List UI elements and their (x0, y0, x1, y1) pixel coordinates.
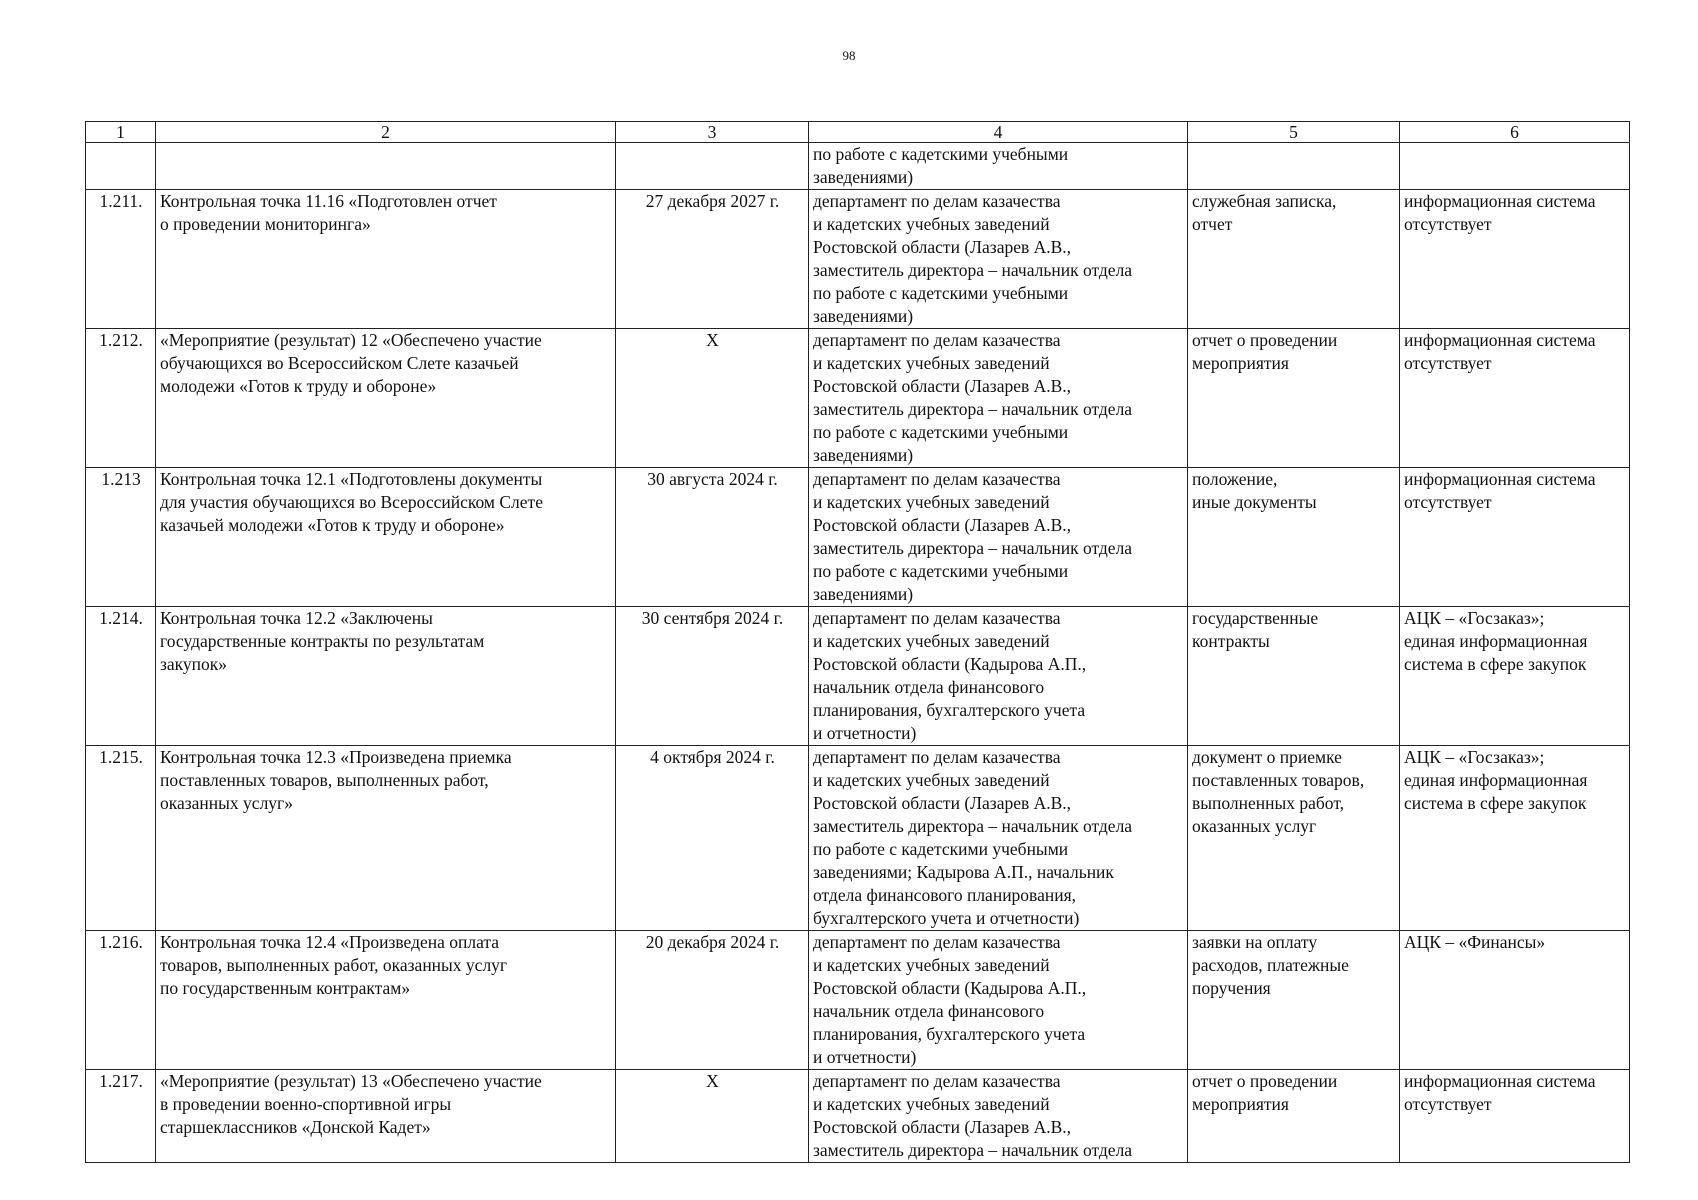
table-row (86, 190, 1630, 329)
event-name-cell (156, 1070, 616, 1163)
document-type-cell (1188, 329, 1400, 468)
cell-line: «Мероприятие (результат) 12 «Обеспечено участие (160, 330, 542, 350)
document-type-cell (1188, 468, 1400, 607)
table-row (86, 143, 1630, 190)
deadline-cell: 30 августа 2024 г. (616, 468, 809, 607)
cell-line: Ростовской области (Лазарев А.В., (813, 376, 1072, 396)
cell-line: система в сфере закупок (1404, 793, 1587, 813)
responsible-cell (809, 468, 1188, 607)
cell-line: положение, (1192, 469, 1278, 489)
row-number-cell: 1.214. (86, 607, 156, 746)
page-number: 98 (842, 48, 856, 63)
cell-line: департамент по делам казачества (813, 608, 1061, 628)
information-system-cell (1400, 468, 1630, 607)
table-row (86, 329, 1630, 468)
responsible-cell (809, 607, 1188, 746)
cell-line: планирования, бухгалтерского учета (813, 1024, 1086, 1044)
deadline-cell: Х (616, 1070, 809, 1163)
row-number-cell: 1.216. (86, 931, 156, 1070)
cell-line: иные документы (1192, 492, 1317, 512)
deadline-cell: Х (616, 329, 809, 468)
cell-line: товаров, выполненных работ, оказанных услуг (160, 955, 508, 975)
cell-line: и кадетских учебных заведений (813, 492, 1050, 512)
cell-line: начальник отдела финансового (813, 677, 1045, 697)
cell-line: по работе с кадетскими учебными (813, 561, 1069, 581)
cell-line: государственные контракты по результатам (160, 631, 485, 651)
cell-line: АЦК – «Госзаказ»; (1404, 608, 1545, 628)
cell-line: Контрольная точка 12.2 «Заключены (160, 608, 433, 628)
cell-line: в проведении военно-спортивной игры (160, 1094, 452, 1114)
cell-line: Ростовской области (Лазарев А.В., (813, 1117, 1072, 1137)
deadline-cell (616, 143, 809, 190)
column-header: 2 (156, 122, 616, 143)
cell-line: система в сфере закупок (1404, 654, 1587, 674)
responsible-cell (809, 931, 1188, 1070)
table-row (86, 607, 1630, 746)
cell-line: заведениями) (813, 167, 914, 187)
cell-line: Ростовской области (Лазарев А.В., (813, 515, 1072, 535)
cell-line: закупок» (160, 654, 228, 674)
cell-line: и отчетности) (813, 1047, 917, 1067)
column-header: 3 (616, 122, 809, 143)
cell-line: по работе с кадетскими учебными (813, 144, 1069, 164)
cell-line: и кадетских учебных заведений (813, 353, 1050, 373)
cell-line: и кадетских учебных заведений (813, 214, 1050, 234)
cell-line: старшеклассников «Донской Кадет» (160, 1117, 431, 1137)
cell-line: департамент по делам казачества (813, 932, 1061, 952)
responsible-cell (809, 746, 1188, 931)
column-header: 5 (1188, 122, 1400, 143)
cell-line: АЦК – «Финансы» (1404, 932, 1546, 952)
cell-line: заместитель директора – начальник отдела (813, 538, 1133, 558)
information-system-cell (1400, 607, 1630, 746)
row-number-cell: 1.213 (86, 468, 156, 607)
deadline-cell: 30 сентября 2024 г. (616, 607, 809, 746)
cell-line: и кадетских учебных заведений (813, 770, 1050, 790)
cell-line: начальник отдела финансового (813, 1001, 1045, 1021)
deadline-cell: 4 октября 2024 г. (616, 746, 809, 931)
cell-line: служебная записка, (1192, 191, 1337, 211)
information-system-cell (1400, 329, 1630, 468)
cell-line: департамент по делам казачества (813, 469, 1061, 489)
responsible-cell (809, 1070, 1188, 1163)
row-number-cell: 1.215. (86, 746, 156, 931)
cell-line: оказанных услуг (1192, 816, 1317, 836)
cell-line: единая информационная (1404, 631, 1588, 651)
cell-line: информационная система (1404, 469, 1596, 489)
table-body (86, 143, 1630, 1163)
cell-line: по работе с кадетскими учебными (813, 283, 1069, 303)
document-table (85, 121, 1630, 1163)
deadline-cell: 20 декабря 2024 г. (616, 931, 809, 1070)
information-system-cell (1400, 931, 1630, 1070)
event-name-cell (156, 746, 616, 931)
responsible-cell (809, 329, 1188, 468)
cell-line: мероприятия (1192, 1094, 1289, 1114)
column-header: 6 (1400, 122, 1630, 143)
cell-line: информационная система (1404, 191, 1596, 211)
cell-line: заведениями) (813, 306, 914, 326)
cell-line: и кадетских учебных заведений (813, 955, 1050, 975)
row-number-cell: 1.212. (86, 329, 156, 468)
cell-line: и кадетских учебных заведений (813, 631, 1050, 651)
cell-line: заведениями) (813, 584, 914, 604)
cell-line: департамент по делам казачества (813, 191, 1061, 211)
cell-line: поставленных товаров, выполненных работ, (160, 770, 489, 790)
cell-line: заместитель директора – начальник отдела (813, 816, 1133, 836)
cell-line: отсутствует (1404, 1094, 1492, 1114)
cell-line: Контрольная точка 12.3 «Произведена приемка (160, 747, 512, 767)
cell-line: Контрольная точка 11.16 «Подготовлен отчет (160, 191, 497, 211)
cell-line: департамент по делам казачества (813, 1071, 1061, 1091)
cell-line: заместитель директора – начальник отдела (813, 260, 1133, 280)
document-type-cell (1188, 607, 1400, 746)
table-row (86, 468, 1630, 607)
cell-line: единая информационная (1404, 770, 1588, 790)
cell-line: заместитель директора – начальник отдела (813, 1140, 1133, 1160)
cell-line: отчет о проведении (1192, 1071, 1338, 1091)
cell-line: отсутствует (1404, 214, 1492, 234)
cell-line: поручения (1192, 978, 1271, 998)
cell-line: заявки на оплату (1192, 932, 1318, 952)
cell-line: по работе с кадетскими учебными (813, 422, 1069, 442)
cell-line: заместитель директора – начальник отдела (813, 399, 1133, 419)
row-number-cell: 1.211. (86, 190, 156, 329)
cell-line: и отчетности) (813, 723, 917, 743)
table-row (86, 931, 1630, 1070)
cell-line: поставленных товаров, (1192, 770, 1365, 790)
event-name-cell (156, 607, 616, 746)
cell-line: отчет о проведении (1192, 330, 1338, 350)
event-name-cell (156, 329, 616, 468)
cell-line: по работе с кадетскими учебными (813, 839, 1069, 859)
row-number-cell: 1.217. (86, 1070, 156, 1163)
cell-line: о проведении мониторинга» (160, 214, 371, 234)
deadline-cell: 27 декабря 2027 г. (616, 190, 809, 329)
cell-line: заведениями; Кадырова А.П., начальник (813, 862, 1114, 882)
cell-line: Контрольная точка 12.1 «Подготовлены документы (160, 469, 543, 489)
document-type-cell (1188, 190, 1400, 329)
cell-line: по государственным контрактам» (160, 978, 411, 998)
row-number-cell (86, 143, 156, 190)
cell-line: обучающихся во Всероссийском Слете казачьей (160, 353, 519, 373)
cell-line: планирования, бухгалтерского учета (813, 700, 1086, 720)
responsible-cell (809, 143, 1188, 190)
information-system-cell (1400, 143, 1630, 190)
document-type-cell (1188, 143, 1400, 190)
cell-line: Ростовской области (Кадырова А.П., (813, 978, 1087, 998)
cell-line: государственные (1192, 608, 1319, 628)
cell-line: для участия обучающихся во Всероссийском Слете (160, 492, 543, 512)
document-type-cell (1188, 1070, 1400, 1163)
cell-line: заведениями) (813, 445, 914, 465)
cell-line: информационная система (1404, 330, 1596, 350)
cell-line: казачьей молодежи «Готов к труду и обороне» (160, 515, 505, 535)
cell-line: Контрольная точка 12.4 «Произведена оплата (160, 932, 500, 952)
cell-line: департамент по делам казачества (813, 330, 1061, 350)
cell-line: отсутствует (1404, 492, 1492, 512)
table-row (86, 746, 1630, 931)
information-system-cell (1400, 746, 1630, 931)
cell-line: расходов, платежные (1192, 955, 1349, 975)
cell-line: информационная система (1404, 1071, 1596, 1091)
cell-line: отчет (1192, 214, 1233, 234)
cell-line: Ростовской области (Лазарев А.В., (813, 793, 1072, 813)
cell-line: отсутствует (1404, 353, 1492, 373)
cell-line: контракты (1192, 631, 1270, 651)
document-type-cell (1188, 931, 1400, 1070)
cell-line: молодежи «Готов к труду и обороне» (160, 376, 437, 396)
column-header: 1 (86, 122, 156, 143)
cell-line: департамент по делам казачества (813, 747, 1061, 767)
table-row (86, 1070, 1630, 1163)
event-name-cell (156, 468, 616, 607)
information-system-cell (1400, 1070, 1630, 1163)
cell-line: и кадетских учебных заведений (813, 1094, 1050, 1114)
cell-line: отдела финансового планирования, (813, 885, 1077, 905)
event-name-cell (156, 143, 616, 190)
cell-line: «Мероприятие (результат) 13 «Обеспечено участие (160, 1071, 542, 1091)
cell-line: Ростовской области (Кадырова А.П., (813, 654, 1087, 674)
document-type-cell (1188, 746, 1400, 931)
cell-line: документ о приемке (1192, 747, 1342, 767)
event-name-cell (156, 190, 616, 329)
table-header-row (86, 122, 1630, 143)
cell-line: АЦК – «Госзаказ»; (1404, 747, 1545, 767)
cell-line: Ростовской области (Лазарев А.В., (813, 237, 1072, 257)
cell-line: оказанных услуг» (160, 793, 293, 813)
cell-line: выполненных работ, (1192, 793, 1345, 813)
information-system-cell (1400, 190, 1630, 329)
cell-line: бухгалтерского учета и отчетности) (813, 908, 1080, 928)
column-header: 4 (809, 122, 1188, 143)
responsible-cell (809, 190, 1188, 329)
cell-line: мероприятия (1192, 353, 1289, 373)
event-name-cell (156, 931, 616, 1070)
